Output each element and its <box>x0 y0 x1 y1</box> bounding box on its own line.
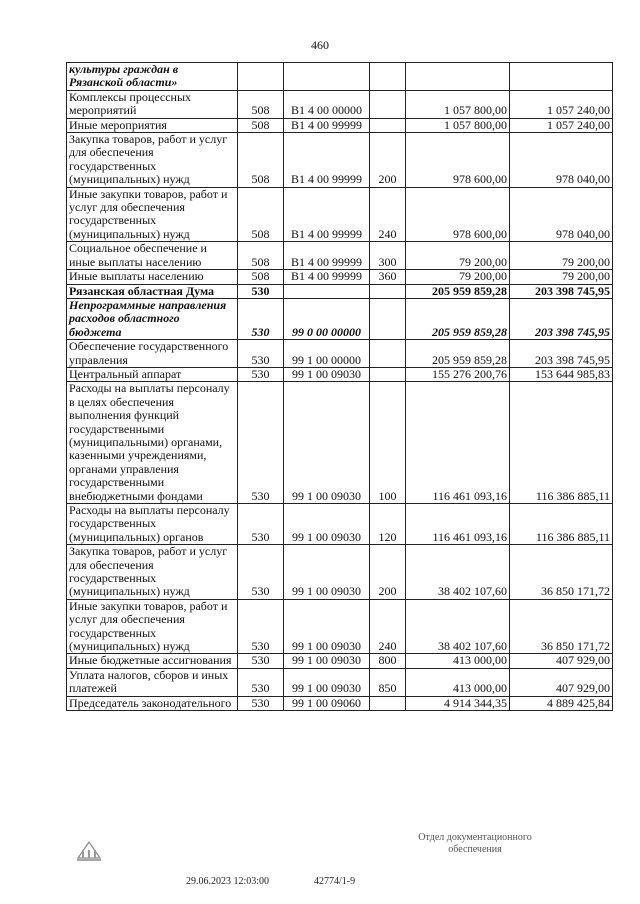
cell-name: Закупка товаров, работ и услуг для обеспечения государственных (муниципальных) нужд <box>67 545 238 600</box>
department-stamp <box>400 832 550 856</box>
cell-amount2: 36 850 171,72 <box>510 545 613 600</box>
cell-csr: 99 1 00 09030 <box>284 545 370 600</box>
cell-amount1: 116 461 093,16 <box>406 382 510 504</box>
cell-ved: 508 <box>238 270 284 284</box>
cell-ved: 530 <box>238 284 284 298</box>
cell-csr: В1 4 00 99999 <box>284 133 370 188</box>
table-row <box>67 654 613 668</box>
cell-amount1: 205 959 859,28 <box>406 284 510 298</box>
cell-amount1: 413 000,00 <box>406 668 510 696</box>
cell-vr: 200 <box>370 133 406 188</box>
cell-name: Закупка товаров, работ и услуг для обеспечения государственных (муниципальных) нужд <box>67 133 238 188</box>
cell-vr: 800 <box>370 654 406 668</box>
cell-csr: 99 1 00 09030 <box>284 382 370 504</box>
cell-csr: 99 1 00 00000 <box>284 340 370 368</box>
cell-amount2: 407 929,00 <box>510 654 613 668</box>
footer-timestamp: 29.06.2023 12:03:00 <box>186 876 270 887</box>
cell-vr: 360 <box>370 270 406 284</box>
cell-csr: В1 4 00 00000 <box>284 90 370 118</box>
cell-vr <box>370 298 406 339</box>
cell-amount1: 1 057 800,00 <box>406 90 510 118</box>
cell-amount1: 79 200,00 <box>406 242 510 270</box>
cell-ved: 530 <box>238 367 284 381</box>
cell-amount2: 36 850 171,72 <box>510 599 613 654</box>
cell-amount2: 79 200,00 <box>510 270 613 284</box>
cell-csr: В1 4 00 99999 <box>284 242 370 270</box>
cell-ved: 530 <box>238 382 284 504</box>
cell-name: Расходы на выплаты персоналу государственных (муниципальных) органов <box>67 504 238 545</box>
cell-csr: В1 4 00 99999 <box>284 270 370 284</box>
cell-amount2: 203 398 745,95 <box>510 298 613 339</box>
cell-amount1: 116 461 093,16 <box>406 504 510 545</box>
table-row <box>67 133 613 188</box>
stamp-line-1: Отдел документационного <box>418 832 532 843</box>
cell-vr: 240 <box>370 599 406 654</box>
cell-name: Иные закупки товаров, работ и услуг для обеспечения государственных (муниципальных) нужд <box>67 187 238 242</box>
cell-amount2: 203 398 745,95 <box>510 284 613 298</box>
cell-amount1: 205 959 859,28 <box>406 340 510 368</box>
cell-name: культуры граждан в Рязанской области» <box>67 63 238 91</box>
cell-amount2: 116 386 885,11 <box>510 504 613 545</box>
cell-ved: 508 <box>238 242 284 270</box>
cell-ved: 530 <box>238 545 284 600</box>
table-row <box>67 668 613 696</box>
cell-ved: 530 <box>238 340 284 368</box>
cell-name: Непрограммные направления расходов областного бюджета <box>67 298 238 339</box>
cell-amount1: 1 057 800,00 <box>406 118 510 132</box>
cell-vr: 300 <box>370 242 406 270</box>
cell-vr: 120 <box>370 504 406 545</box>
table-row <box>67 270 613 284</box>
cell-csr: В1 4 00 99999 <box>284 187 370 242</box>
cell-ved: 508 <box>238 133 284 188</box>
cell-ved: 530 <box>238 696 284 710</box>
cell-amount1: 38 402 107,60 <box>406 545 510 600</box>
cell-name: Обеспечение государственного управления <box>67 340 238 368</box>
cell-vr <box>370 90 406 118</box>
cell-vr <box>370 340 406 368</box>
table-row <box>67 599 613 654</box>
table-row <box>67 63 613 91</box>
cell-csr: В1 4 00 99999 <box>284 118 370 132</box>
table-row <box>67 90 613 118</box>
cell-vr <box>370 696 406 710</box>
table-row <box>67 545 613 600</box>
cell-amount2: 116 386 885,11 <box>510 382 613 504</box>
cell-ved: 530 <box>238 599 284 654</box>
cell-ved: 508 <box>238 118 284 132</box>
cell-csr: 99 1 00 09030 <box>284 668 370 696</box>
cell-amount2: 978 040,00 <box>510 187 613 242</box>
table-row <box>67 504 613 545</box>
cell-name: Уплата налогов, сборов и иных платежей <box>67 668 238 696</box>
cell-ved: 508 <box>238 187 284 242</box>
cell-amount2 <box>510 63 613 91</box>
duma-emblem-icon <box>74 836 104 866</box>
page-number: 460 <box>311 38 329 52</box>
footer-doc-number: 42774/1-9 <box>314 876 356 887</box>
cell-vr <box>370 63 406 91</box>
cell-csr: 99 1 00 09030 <box>284 654 370 668</box>
cell-name: Иные мероприятия <box>67 118 238 132</box>
cell-amount2: 1 057 240,00 <box>510 118 613 132</box>
cell-amount2: 153 644 985,83 <box>510 367 613 381</box>
cell-csr: 99 1 00 09030 <box>284 504 370 545</box>
table-row <box>67 382 613 504</box>
cell-amount1: 978 600,00 <box>406 133 510 188</box>
cell-name: Социальное обеспечение и иные выплаты населению <box>67 242 238 270</box>
cell-vr <box>370 367 406 381</box>
cell-name: Иные выплаты населению <box>67 270 238 284</box>
cell-vr <box>370 284 406 298</box>
cell-amount1: 205 959 859,28 <box>406 298 510 339</box>
cell-vr: 240 <box>370 187 406 242</box>
cell-vr: 850 <box>370 668 406 696</box>
cell-csr: 99 1 00 09030 <box>284 367 370 381</box>
cell-csr <box>284 284 370 298</box>
cell-amount2: 4 889 425,84 <box>510 696 613 710</box>
cell-amount2: 407 929,00 <box>510 668 613 696</box>
cell-name: Иные бюджетные ассигнования <box>67 654 238 668</box>
cell-ved <box>238 63 284 91</box>
cell-amount1: 38 402 107,60 <box>406 599 510 654</box>
cell-name: Иные закупки товаров, работ и услуг для обеспечения государственных (муниципальных) нужд <box>67 599 238 654</box>
table-row <box>67 242 613 270</box>
cell-csr <box>284 63 370 91</box>
cell-amount1: 155 276 200,76 <box>406 367 510 381</box>
cell-amount2: 203 398 745,95 <box>510 340 613 368</box>
budget-table <box>66 62 613 711</box>
cell-amount1: 4 914 344,35 <box>406 696 510 710</box>
cell-ved: 530 <box>238 654 284 668</box>
table-row <box>67 696 613 710</box>
table-row <box>67 340 613 368</box>
cell-amount2: 79 200,00 <box>510 242 613 270</box>
cell-csr: 99 0 00 00000 <box>284 298 370 339</box>
cell-amount1 <box>406 63 510 91</box>
cell-amount1: 79 200,00 <box>406 270 510 284</box>
cell-amount2: 1 057 240,00 <box>510 90 613 118</box>
cell-csr: 99 1 00 09030 <box>284 599 370 654</box>
cell-ved: 530 <box>238 668 284 696</box>
cell-ved: 530 <box>238 504 284 545</box>
table-row <box>67 187 613 242</box>
cell-csr: 99 1 00 09060 <box>284 696 370 710</box>
stamp-line-2: обеспечения <box>448 844 502 855</box>
cell-name: Центральный аппарат <box>67 367 238 381</box>
cell-name: Расходы на выплаты персоналу в целях обеспечения выполнения функций государственными (муниципальными) органами, казенными учреждениями, органами управления государственными внебюджетными фондами <box>67 382 238 504</box>
table-row <box>67 367 613 381</box>
cell-ved: 508 <box>238 90 284 118</box>
cell-amount2: 978 040,00 <box>510 133 613 188</box>
cell-ved: 530 <box>238 298 284 339</box>
cell-name: Рязанская областная Дума <box>67 284 238 298</box>
cell-name: Комплексы процессных мероприятий <box>67 90 238 118</box>
cell-name: Председатель законодательного <box>67 696 238 710</box>
table-row <box>67 284 613 298</box>
table-row <box>67 298 613 339</box>
table-row <box>67 118 613 132</box>
cell-vr: 200 <box>370 545 406 600</box>
cell-amount1: 413 000,00 <box>406 654 510 668</box>
cell-vr <box>370 118 406 132</box>
table-body <box>67 63 613 711</box>
cell-amount1: 978 600,00 <box>406 187 510 242</box>
cell-vr: 100 <box>370 382 406 504</box>
